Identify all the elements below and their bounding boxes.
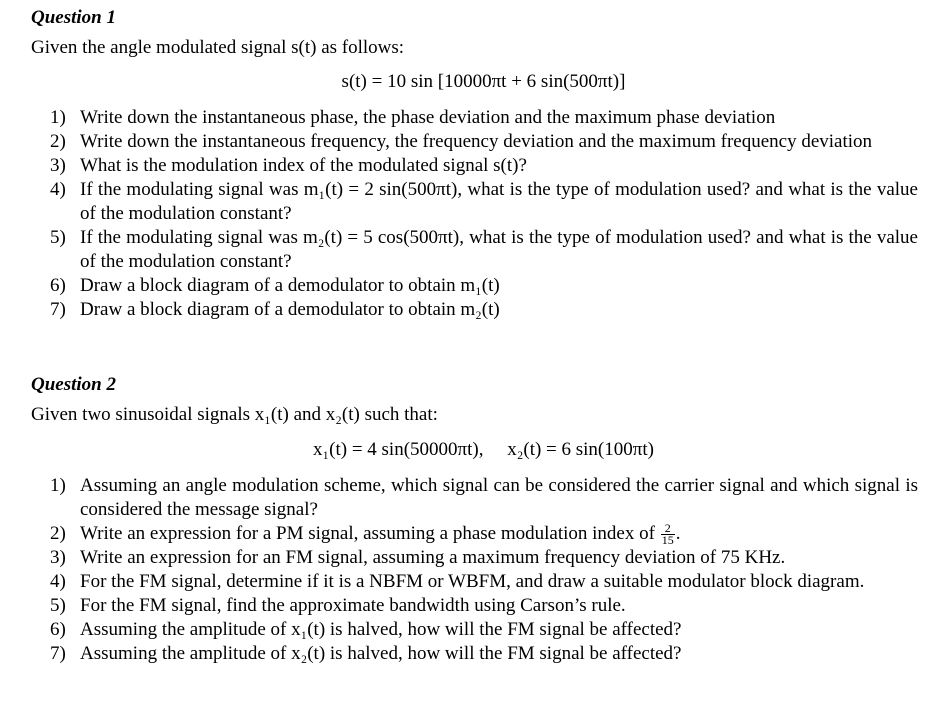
q1-item-7: 7) Draw a block diagram of a demodulator to obtain m₂(t) xyxy=(50,299,500,320)
q2-item-1: 1) Assuming an angle modulation scheme, which signal can be considered the carrier signal and which signal is considered the message signal? xyxy=(50,475,918,520)
q1-item-1: 1) Write down the instantaneous phase, the phase deviation and the maximum phase deviation xyxy=(50,107,776,128)
q1-item-5: 5) If the modulating signal was m₂(t) = 5 cos(500πt), what is the type of modulation used? and what is the value of the modulation constant? xyxy=(50,227,918,272)
q1-item-3: 3) What is the modulation index of the modulated signal s(t)? xyxy=(50,155,527,176)
q1-item-4: 4) If the modulating signal was m₁(t) = 2 sin(500πt), what is the type of modulation used? and what is the value of the modulation constant? xyxy=(50,179,918,224)
q2-item-7: 7) Assuming the amplitude of x₂(t) is halved, how will the FM signal be affected? xyxy=(50,643,682,665)
q1-item-2: 2) Write down the instantaneous frequency, the frequency deviation and the maximum frequency deviation xyxy=(50,131,873,152)
q2-item-5: 5) For the FM signal, find the approximate bandwidth using Carson’s rule. xyxy=(50,595,626,617)
question-2-list xyxy=(50,474,918,666)
question-1-equation: s(t) = 10 sin [10000πt + 6 sin(500πt)] xyxy=(341,71,626,92)
q2-item-4: 4) For the FM signal, determine if it is a NBFM or WBFM, and draw a suitable modulator block diagram. xyxy=(50,571,865,593)
question-2-heading: Question 2 xyxy=(31,374,116,395)
question-2-equation: x₁(t) = 4 sin(50000πt), x₂(t) = 6 sin(100πt) xyxy=(313,439,654,460)
q2-item-6: 6) Assuming the amplitude of x₁(t) is halved, how will the FM signal be affected? xyxy=(50,619,682,641)
question-1-intro: Given the angle modulated signal s(t) as follows: xyxy=(31,37,405,58)
q2-item-3: 3) Write an expression for an FM signal, assuming a maximum frequency deviation of 75 KHz. xyxy=(50,547,786,569)
q2-item-2: 2) Write an expression for a PM signal, assuming a phase modulation index of $\frac{2}{15}$ . xyxy=(50,521,681,548)
question-1-heading: Question 1 xyxy=(31,7,116,28)
question-2-intro: Given two sinusoidal signals x₁(t) and x₂(t) such that: xyxy=(31,404,438,425)
q1-item-6: 6) Draw a block diagram of a demodulator to obtain m₁(t) xyxy=(50,275,500,296)
question-1-list xyxy=(50,106,918,322)
phase-index-fraction: $\frac{2}{15}$ xyxy=(661,521,674,548)
